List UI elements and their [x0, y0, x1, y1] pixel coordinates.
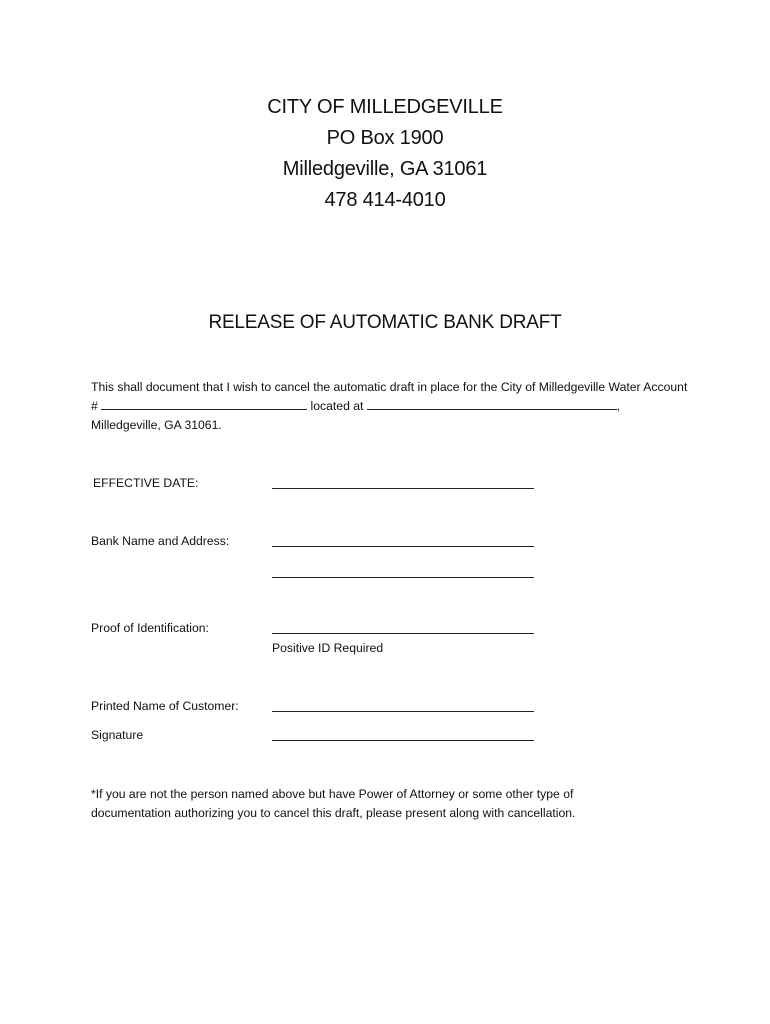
effective-date-label: EFFECTIVE DATE: — [93, 476, 199, 490]
org-name: CITY OF MILLEDGEVILLE — [267, 96, 503, 118]
effective-date-line[interactable] — [272, 488, 534, 489]
bank-address-line[interactable] — [272, 577, 534, 578]
form-title: RELEASE OF AUTOMATIC BANK DRAFT — [208, 312, 562, 333]
city-state-zip: Milledgeville, GA 31061 — [282, 158, 488, 180]
account-number-blank[interactable] — [101, 397, 307, 410]
letterhead — [0, 92, 770, 216]
service-address-blank[interactable] — [367, 397, 617, 410]
statement-part-3: , Milledgeville, GA 31061. — [91, 399, 621, 432]
statement-part-1: This shall document that I wish to cancel the automatic draft in place for the City of Milledgeville Water Account # — [91, 380, 688, 413]
proof-id-note: Positive ID Required — [272, 641, 384, 655]
bank-name-line[interactable] — [272, 546, 534, 547]
bank-name-label: Bank Name and Address: — [91, 534, 230, 548]
printed-name-label: Printed Name of Customer: — [91, 699, 239, 713]
signature-line[interactable] — [272, 740, 534, 741]
po-box: PO Box 1900 — [326, 127, 444, 149]
cancellation-statement — [91, 378, 691, 435]
statement-part-2: located at — [307, 399, 367, 413]
proof-id-line[interactable] — [272, 633, 534, 634]
proof-id-label: Proof of Identification: — [91, 621, 209, 635]
signature-label: Signature — [91, 728, 144, 742]
power-of-attorney-note: *If you are not the person named above but have Power of Attorney or some other type of documentation authorizing you to cancel this draft, please present along with cancellation. — [91, 787, 576, 820]
printed-name-line[interactable] — [272, 711, 534, 712]
phone-number: 478 414-4010 — [324, 189, 446, 211]
